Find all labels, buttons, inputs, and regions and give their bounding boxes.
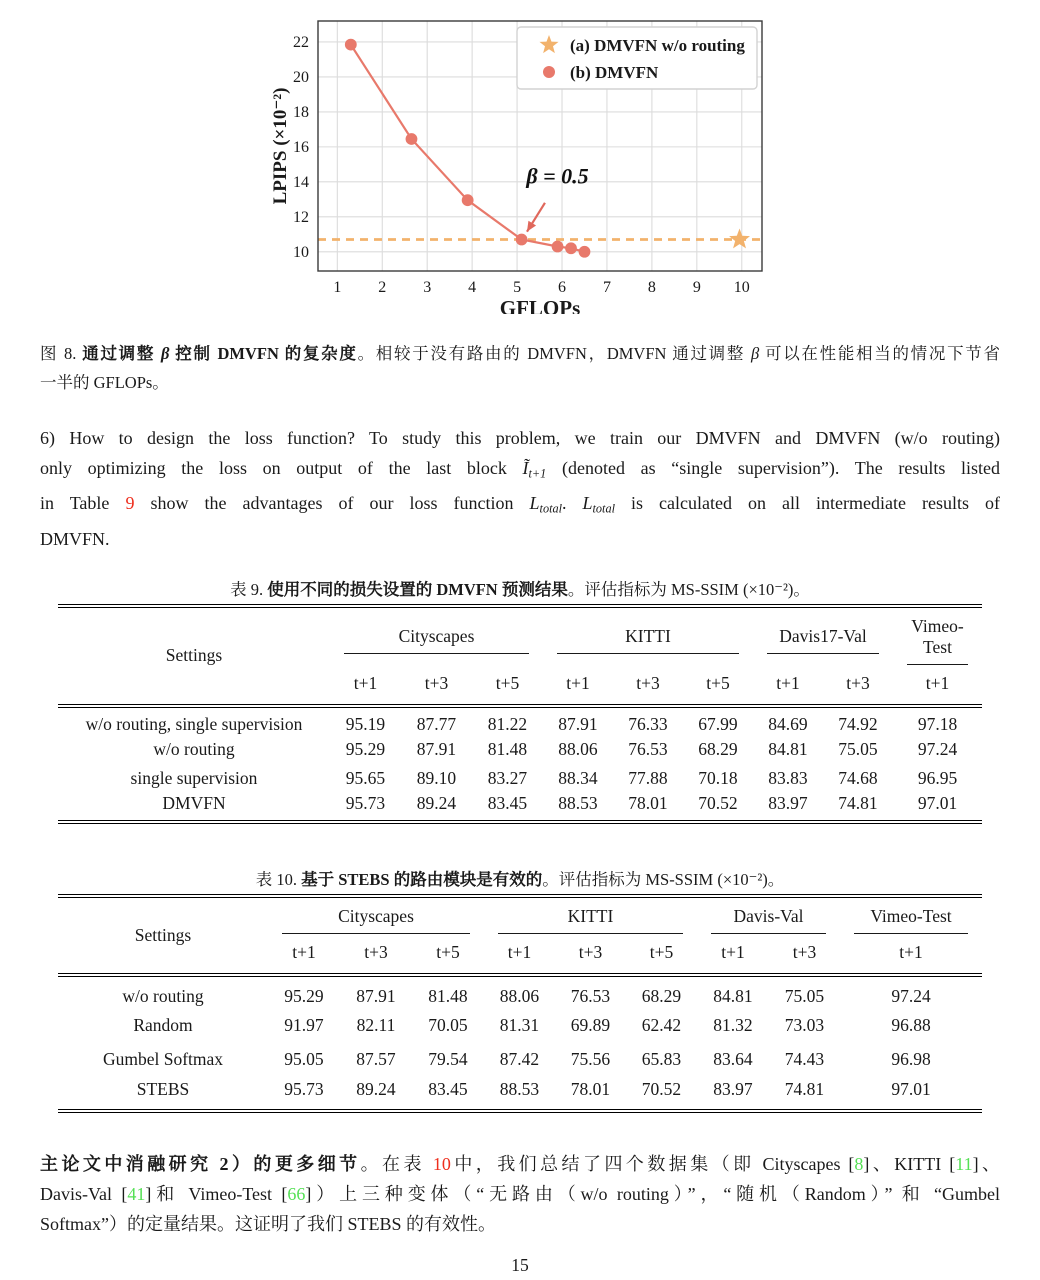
- metric-value: 76.53: [628, 738, 668, 759]
- x-tick-label: 9: [692, 279, 701, 296]
- metric-value: 78.01: [628, 793, 668, 814]
- text-segment: 使用不同的损失设置的 DMVFN 预测结果: [267, 579, 568, 599]
- dataset-group-header: [268, 896, 484, 934]
- metric-value: 97.24: [840, 975, 982, 1009]
- data-point: [462, 194, 474, 206]
- timestep-header: t+5: [649, 941, 674, 962]
- text-segment: DMVFN.: [40, 528, 110, 549]
- dataset-name: Cityscapes: [344, 618, 529, 654]
- table-ref-link[interactable]: 10: [432, 1153, 451, 1174]
- text-segment: 。评估指标为 MS-SSIM (×10⁻²)。: [542, 869, 785, 889]
- y-tick-label: 10: [293, 243, 309, 261]
- paragraph-ablation: [40, 1149, 1000, 1239]
- timestep-header: t+1: [353, 672, 378, 693]
- text-line: [40, 488, 1000, 523]
- text-segment: ]、: [972, 1153, 1001, 1174]
- text-line: [40, 423, 1000, 453]
- row-label: w/o routing: [58, 975, 268, 1009]
- metric-value: 84.81: [768, 738, 808, 759]
- timestep-header: t+5: [706, 672, 730, 693]
- metric-value: 88.53: [558, 793, 598, 814]
- metric-value: 83.45: [428, 1078, 468, 1099]
- row-label: STEBS: [136, 1078, 190, 1099]
- metric-value: 75.56: [570, 1049, 611, 1070]
- timestep-header: t+5: [495, 672, 520, 693]
- metric-value: 75.05: [838, 738, 878, 759]
- metric-value: 77.88: [628, 767, 668, 788]
- timestep-header: t+3: [792, 941, 817, 962]
- metric-value: 76.53: [555, 975, 626, 1009]
- dataset-name: Cityscapes: [282, 898, 470, 934]
- metric-value: 97.18: [893, 706, 982, 735]
- metric-value: 83.83: [768, 767, 808, 788]
- timestep-header: t+3: [636, 672, 660, 693]
- page-number: 15: [511, 1254, 529, 1275]
- metric-value: 88.53: [499, 1078, 540, 1099]
- metric-value: 74.68: [838, 767, 878, 788]
- table-row: [58, 706, 982, 735]
- metric-value: 95.73: [284, 1078, 324, 1099]
- row-label: w/o routing, single supervision: [58, 706, 330, 735]
- metric-value: 65.83: [641, 1049, 682, 1070]
- text-segment: is calculated on all intermediate results of: [614, 493, 1000, 514]
- table-9-caption: [40, 576, 1000, 600]
- dataset-group-header: [893, 606, 982, 665]
- data-point: [406, 133, 418, 145]
- text-segment: total: [592, 501, 615, 516]
- text-line: [40, 453, 1000, 488]
- metric-value: 83.27: [487, 767, 528, 788]
- metric-value: 89.24: [416, 793, 457, 814]
- timestep-header: t+1: [566, 672, 590, 693]
- metric-value: 96.95: [917, 767, 958, 788]
- text-segment: total: [539, 501, 562, 516]
- table-row: [58, 764, 982, 793]
- metric-value: 87.91: [416, 738, 457, 759]
- table-row: [58, 1009, 982, 1043]
- metric-value: 84.69: [753, 706, 823, 735]
- metric-value: 74.43: [784, 1049, 825, 1070]
- timestep-header: t+3: [424, 672, 449, 693]
- metric-value: 97.01: [891, 1078, 931, 1099]
- metric-value: 70.05: [428, 1015, 468, 1036]
- text-segment: 控制 DMVFN 的复杂度: [169, 344, 358, 363]
- text-segment: Davis-Val [: [40, 1183, 128, 1204]
- metric-value: 87.91: [340, 975, 412, 1009]
- dataset-group-header: [330, 606, 543, 665]
- text-segment: 主论文中消融研究 2）的更多细节: [40, 1153, 361, 1174]
- y-tick-label: 22: [293, 33, 309, 51]
- metric-value: 88.06: [484, 975, 555, 1009]
- text-segment: (denoted as “single supervision”). The results listed: [546, 458, 1000, 478]
- x-tick-label: 6: [558, 279, 567, 296]
- text-segment: 一半的 GFLOPs。: [40, 373, 169, 392]
- metric-value: 83.97: [713, 1078, 753, 1099]
- data-point: [565, 242, 577, 254]
- metric-value: 74.81: [784, 1078, 825, 1099]
- metric-value: 81.32: [713, 1015, 753, 1036]
- metric-value: 62.42: [641, 1015, 682, 1036]
- y-tick-label: 12: [293, 208, 309, 226]
- timestep-header: t+3: [846, 672, 870, 693]
- dataset-name: Vimeo-Test: [854, 898, 968, 934]
- x-tick-label: 5: [513, 279, 522, 296]
- metric-value: 97.01: [917, 793, 958, 814]
- legend-label: (b) DMVFN: [570, 63, 659, 82]
- metric-value: 95.29: [345, 738, 386, 759]
- metric-value: 97.24: [917, 738, 958, 759]
- x-tick-label: 4: [468, 279, 477, 296]
- table-row: [58, 1043, 982, 1077]
- text-segment: in Table: [40, 493, 126, 514]
- dataset-group-header: [543, 606, 753, 665]
- timestep-header: t+3: [364, 941, 388, 962]
- metric-value: 81.48: [487, 738, 528, 759]
- text-segment: β: [160, 344, 170, 363]
- metric-value: 81.31: [499, 1015, 540, 1036]
- timestep-header: t+1: [925, 672, 950, 693]
- text-segment: show the advantages of our loss function: [134, 493, 530, 514]
- citation-link[interactable]: 41: [127, 1183, 146, 1204]
- text-segment: 。相较于没有路由的 DMVFN，DMVFN 通过调整: [357, 344, 751, 363]
- y-tick-label: 14: [293, 173, 309, 191]
- timestep-header: t+1: [776, 672, 800, 693]
- metric-value: 84.81: [697, 975, 769, 1009]
- data-point-star: [729, 229, 750, 249]
- text-segment: L: [582, 493, 593, 514]
- dataset-group-header: [753, 606, 893, 665]
- x-tick-label: 7: [602, 279, 611, 296]
- x-axis-label: GFLOPs: [499, 296, 581, 314]
- metric-value: 83.45: [487, 793, 528, 814]
- text-segment: 。在表: [360, 1153, 433, 1174]
- dataset-name: KITTI: [498, 898, 683, 934]
- x-tick-label: 10: [733, 279, 750, 296]
- y-axis-label: LPIPS (×10⁻²): [270, 87, 291, 205]
- text-segment: .: [561, 493, 583, 514]
- annotation-text: β = 0.5: [526, 163, 589, 189]
- metric-value: 95.19: [330, 706, 401, 735]
- x-tick-label: 3: [423, 279, 432, 296]
- timestep-header: t+1: [292, 941, 316, 962]
- data-point: [552, 241, 564, 253]
- timestep-header: t+3: [578, 941, 603, 962]
- text-line: [40, 1179, 1000, 1209]
- metric-value: 76.33: [613, 706, 683, 735]
- metric-value: 82.11: [356, 1015, 396, 1036]
- series-wo-routing: [729, 229, 750, 249]
- text-segment: t+1: [528, 466, 547, 481]
- x-tick-label: 8: [647, 279, 656, 296]
- beta-annotation: [525, 164, 588, 232]
- metric-value: 79.54: [428, 1049, 468, 1070]
- dataset-name: Davis17-Val: [767, 618, 879, 654]
- table-row: [58, 793, 982, 822]
- metric-value: 87.91: [543, 706, 613, 735]
- citation-link[interactable]: 11: [955, 1153, 973, 1174]
- metric-value: 95.29: [268, 975, 340, 1009]
- text-segment: Ĩ: [522, 458, 529, 478]
- metric-value: 70.52: [641, 1078, 682, 1099]
- citation-link[interactable]: 66: [287, 1183, 306, 1204]
- table-10: [58, 894, 982, 1113]
- text-segment: 表 9.: [230, 579, 268, 599]
- data-point: [579, 246, 591, 258]
- metric-value: 81.48: [412, 975, 484, 1009]
- text-segment: 。评估指标为 MS-SSIM (×10⁻²)。: [567, 579, 810, 599]
- text-segment: 中，我们总结了四个数据集（即 Cityscapes [: [450, 1153, 855, 1174]
- text-line: [40, 1149, 1000, 1179]
- text-segment: only optimizing the loss on output of the last block: [40, 458, 523, 478]
- dataset-name: KITTI: [557, 618, 739, 654]
- text-segment: 基于 STEBS 的路由模块是有效的: [301, 869, 543, 889]
- text-segment: L: [529, 493, 540, 514]
- table-row: [58, 1077, 982, 1111]
- metric-value: 88.06: [558, 738, 598, 759]
- text-segment: 通过调整: [82, 344, 161, 363]
- y-tick-label: 16: [293, 138, 309, 156]
- table-ref-link[interactable]: 9: [125, 493, 135, 514]
- metric-value: 74.81: [838, 793, 878, 814]
- metric-value: 87.77: [401, 706, 472, 735]
- metric-value: 68.29: [698, 738, 738, 759]
- row-label: single supervision: [130, 767, 258, 788]
- metric-value: 95.65: [345, 767, 386, 788]
- metric-value: 83.97: [768, 793, 808, 814]
- table-10-caption: [40, 866, 1000, 890]
- x-tick-label: 1: [333, 279, 342, 296]
- dataset-group-header: [697, 896, 840, 934]
- settings-header: Settings: [134, 924, 192, 945]
- metric-value: 96.88: [891, 1015, 931, 1036]
- timestep-header: t+5: [436, 941, 460, 962]
- row-label: w/o routing: [153, 738, 235, 759]
- metric-value: 95.05: [284, 1049, 324, 1070]
- metric-value: 68.29: [626, 975, 697, 1009]
- text-segment: ]、KITTI [: [863, 1153, 956, 1174]
- x-tick-label: 2: [378, 279, 387, 296]
- metric-value: 89.24: [356, 1078, 396, 1099]
- metric-value: 78.01: [570, 1078, 611, 1099]
- dataset-group-header: [840, 896, 982, 934]
- metric-value: 70.52: [698, 793, 738, 814]
- legend: [517, 27, 757, 89]
- timestep-header: t+1: [899, 941, 923, 962]
- data-point: [345, 39, 357, 51]
- row-label: Gumbel Softmax: [102, 1049, 224, 1070]
- timestep-header: t+1: [507, 941, 532, 962]
- text-segment: 图 8.: [40, 344, 83, 363]
- metric-value: 89.10: [416, 767, 457, 788]
- text-segment: ]）上三种变体（“无路由（w/o routing）”，“随机（Random）” 和 “Gumbel: [305, 1183, 1001, 1204]
- legend-label: (a) DMVFN w/o routing: [570, 36, 745, 55]
- text-segment: Softmax”）的定量结果。这证明了我们 STEBS 的有效性。: [40, 1213, 497, 1234]
- text-segment: β: [750, 344, 760, 363]
- text-line: [40, 368, 1000, 397]
- text-segment: ]和 Vimeo-Test [: [145, 1183, 288, 1204]
- metric-value: 67.99: [683, 706, 753, 735]
- citation-link[interactable]: 8: [854, 1153, 864, 1174]
- dataset-name: Davis-Val: [711, 898, 826, 934]
- metric-value: 91.97: [284, 1015, 324, 1036]
- figure-8-caption: [40, 339, 1000, 397]
- figure-8: [40, 14, 1000, 319]
- metric-value: 74.92: [823, 706, 893, 735]
- text-line: [40, 1209, 1000, 1239]
- dataset-name: Vimeo-Test: [907, 608, 968, 665]
- metric-value: 87.57: [356, 1049, 396, 1070]
- metric-value: 96.98: [891, 1049, 931, 1070]
- metric-value: 88.34: [558, 767, 598, 788]
- text-line: [40, 339, 1000, 368]
- text-segment: 6) How to design the loss function? To study this problem, we train our DMVFN and DMVFN (w/o routing): [40, 428, 1000, 448]
- metric-value: 70.18: [698, 767, 738, 788]
- metric-value: 83.64: [713, 1049, 753, 1070]
- text-line: [40, 524, 1000, 554]
- metric-value: 81.22: [472, 706, 543, 735]
- settings-header: Settings: [165, 645, 223, 666]
- paragraph-loss-function: [40, 423, 1000, 554]
- metric-value: 69.89: [570, 1015, 611, 1036]
- table-9: [58, 604, 982, 824]
- lpips-gflops-chart: [270, 14, 770, 314]
- legend-circle-marker: [543, 66, 555, 78]
- y-tick-label: 18: [293, 103, 309, 121]
- metric-value: 95.73: [345, 793, 386, 814]
- metric-value: 73.03: [784, 1015, 825, 1036]
- text-segment: 表 10.: [255, 869, 302, 889]
- metric-value: 87.42: [499, 1049, 540, 1070]
- row-label: DMVFN: [162, 793, 226, 814]
- dataset-group-header: [484, 896, 697, 934]
- metric-value: 75.05: [769, 975, 840, 1009]
- text-segment: 可以在性能相当的情况下节省: [759, 344, 1001, 363]
- data-point: [516, 234, 528, 246]
- y-tick-label: 20: [293, 68, 309, 86]
- row-label: Random: [133, 1015, 193, 1036]
- timestep-header: t+1: [721, 941, 745, 962]
- table-row: [58, 975, 982, 1009]
- table-row: [58, 735, 982, 764]
